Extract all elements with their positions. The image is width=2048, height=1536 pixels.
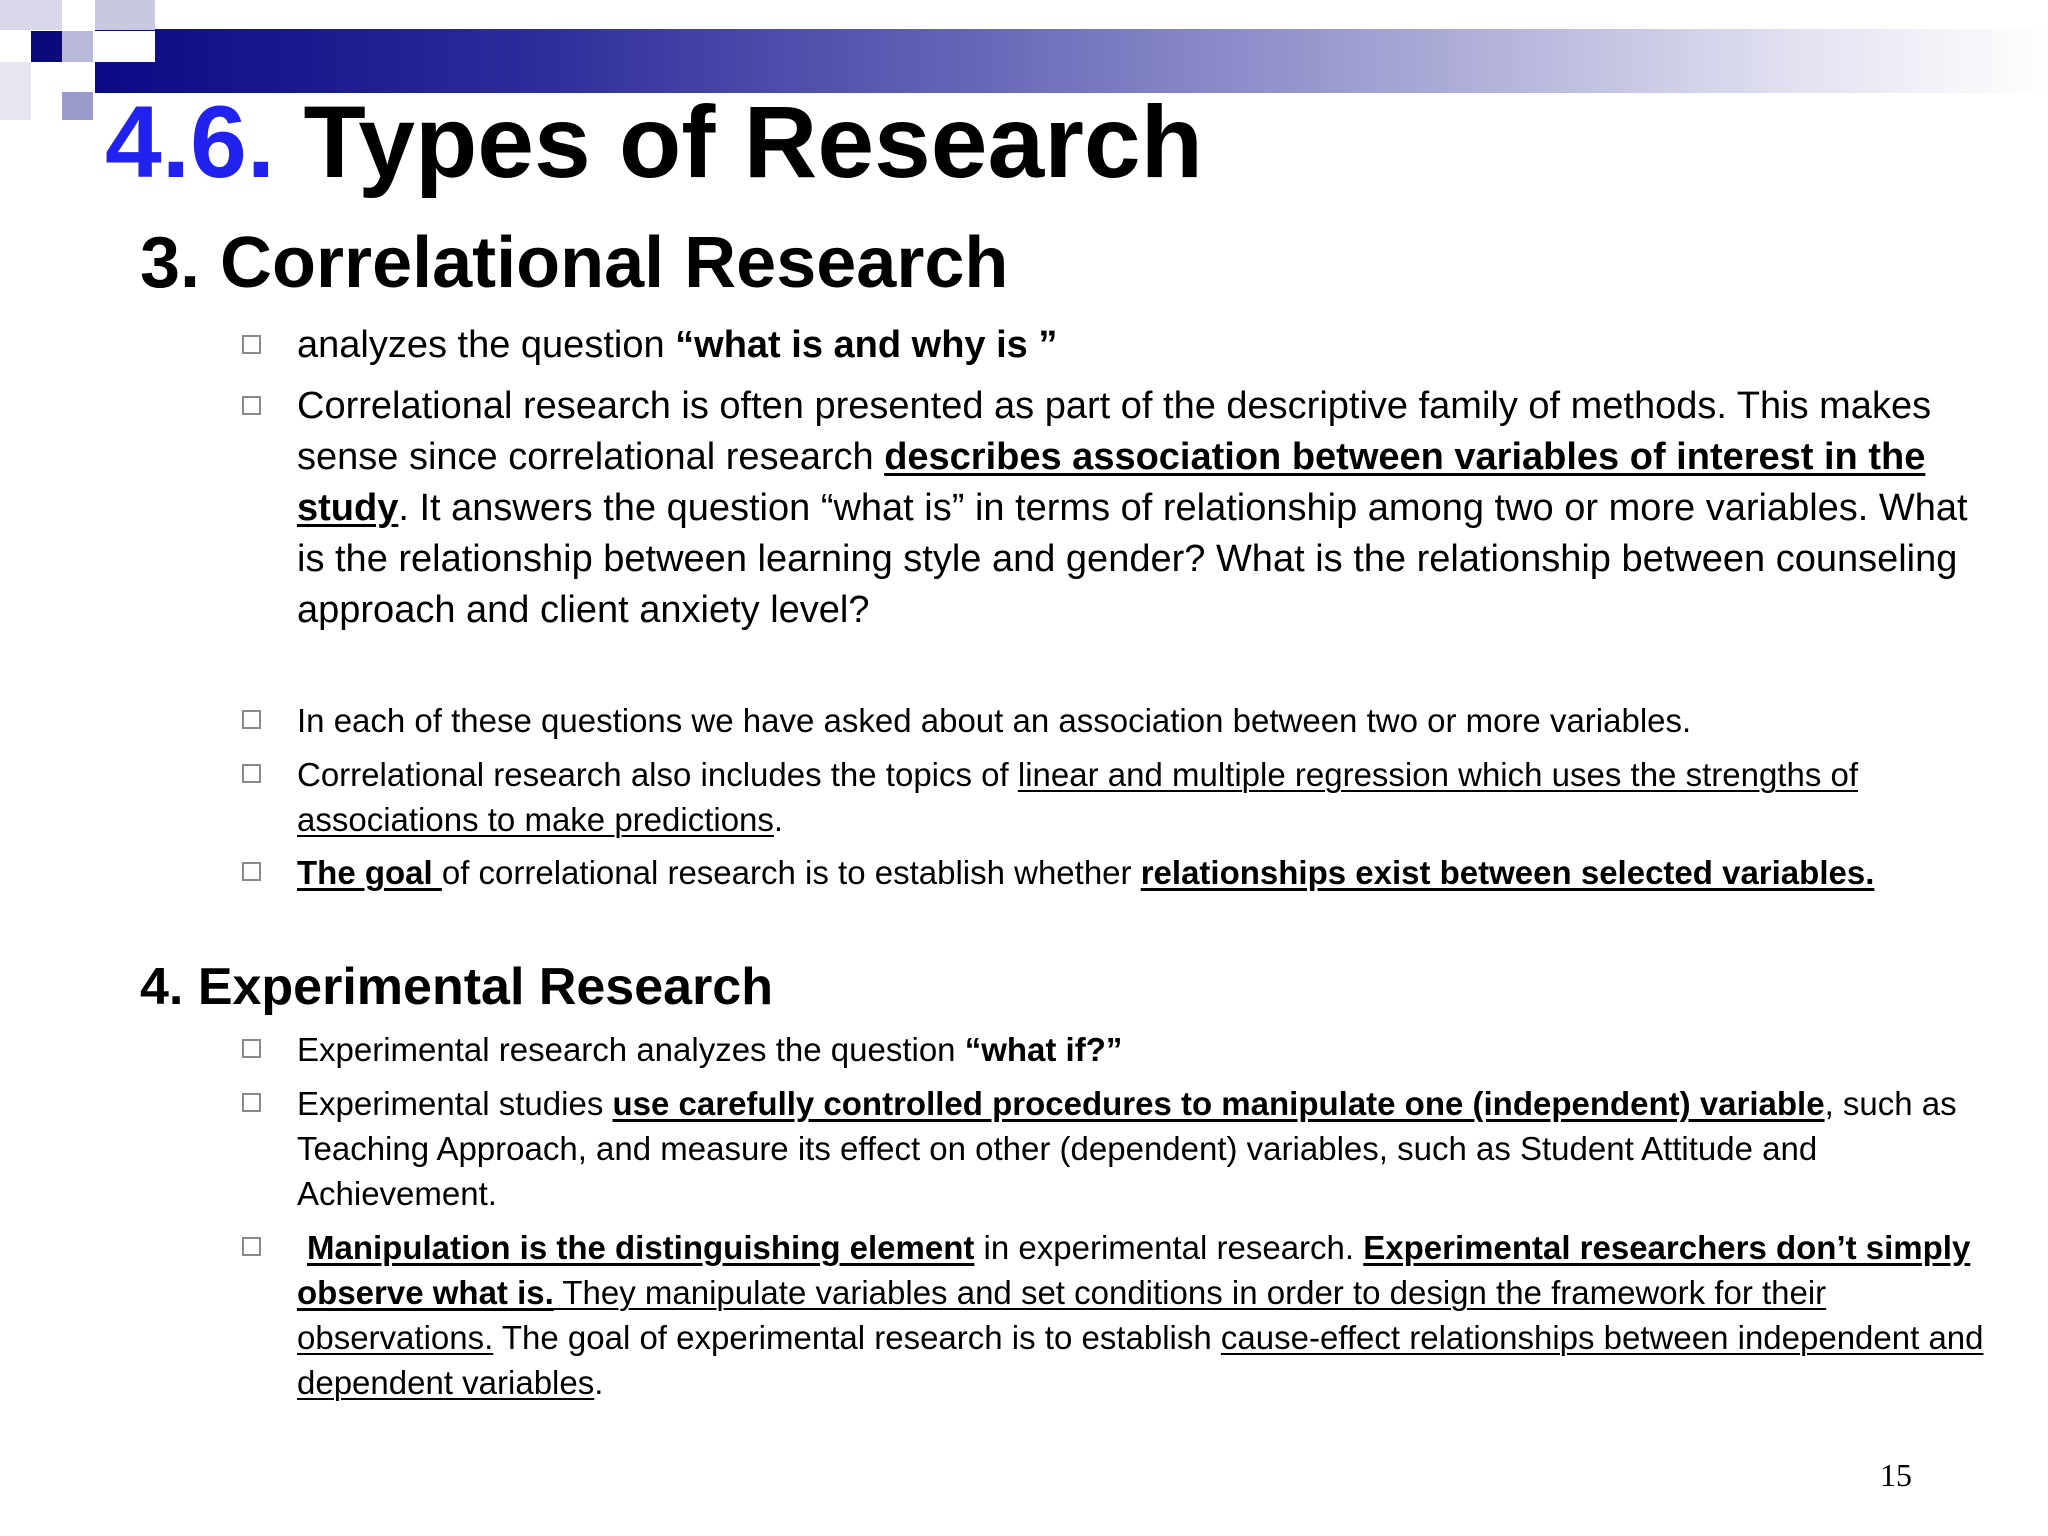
section-heading-experimental: 4. Experimental Research (140, 958, 773, 1016)
slide-title (105, 82, 1203, 202)
bullet-association-note (297, 698, 1987, 743)
bullet-text: Experimental studies (297, 1085, 613, 1122)
bullet-box-icon (242, 710, 261, 729)
bullet-emphasis: Experimental researchers don’t simply observe what is. (297, 1229, 1971, 1311)
bullet-experimental-question (297, 1027, 1987, 1072)
decorative-square (0, 0, 62, 30)
bullet-emphasis: Manipulation is the distinguishing element (307, 1229, 975, 1266)
bullet-box-icon (242, 1039, 261, 1058)
decorative-square (93, 31, 155, 62)
decorative-square (0, 62, 31, 120)
bullet-box-icon (242, 1093, 261, 1112)
bullet-correlational-goal (297, 850, 1987, 895)
bullet-text: Correlational research also includes the topics of (297, 756, 1018, 793)
bullet-emphasis: “what if?” (964, 1031, 1123, 1068)
section-heading-correlational: 3. Correlational Research (140, 223, 1009, 303)
decorative-square (95, 0, 155, 30)
bullet-correlational-question (297, 320, 1987, 371)
decorative-square (62, 31, 93, 62)
bullet-text: , such as Teaching Approach, and measure its effect on other (dependent) variables, such as Student Attitude and Achievement. (297, 1085, 1957, 1212)
bullet-manipulation (297, 1225, 1987, 1405)
bullet-text: Experimental research analyzes the question (297, 1031, 965, 1068)
bullet-text: In each of these questions we have asked about an association between two or more variables. (297, 702, 1692, 739)
bullet-text: . (773, 801, 784, 838)
bullet-box-icon (242, 862, 261, 881)
bullet-text: of correlational research is to establish whether (441, 854, 1141, 891)
bullet-regression (297, 752, 1987, 842)
bullet-text: . It answers the question “what is” in terms of relationship among two or more variables. What is the relationship between learning style and gender? What is the relationship between counseling approach and client anxiety level? (297, 487, 1968, 631)
bullet-underlined-text: cause-effect relationships between independent and dependent variables (297, 1319, 1984, 1401)
bullet-text: Correlational research is often presented as part of the descriptive family of methods. This makes sense since correlational research (297, 385, 1932, 478)
bullet-emphasis: The goal (297, 854, 442, 891)
bullet-underlined-text: They manipulate variables and set conditions in order to design the framework for their observations. (297, 1274, 1827, 1356)
bullet-text: . (594, 1364, 604, 1401)
decorative-square (62, 92, 93, 120)
bullet-text: The goal of experimental research is to establish (493, 1319, 1221, 1356)
title-text: Types of Research (303, 85, 1203, 199)
bullet-emphasis: “what is and why is ” (675, 324, 1058, 366)
bullet-emphasis: use carefully controlled procedures to manipulate one (independent) variable (612, 1085, 1825, 1122)
bullet-box-icon (242, 764, 261, 783)
bullet-underlined-text: linear and multiple regression which uses the strengths of associations to make predictions (297, 756, 1859, 838)
bullet-box-icon (242, 396, 261, 415)
bullet-text: analyzes the question (297, 324, 676, 366)
title-number: 4.6. (105, 85, 276, 199)
bullet-box-icon (242, 335, 261, 354)
bullet-experimental-studies (297, 1081, 1987, 1216)
bullet-emphasis: describes association between variables of interest in the study (297, 436, 1926, 529)
page-number: 15 (1880, 1457, 1912, 1493)
bullet-emphasis: relationships exist between selected variables. (1140, 854, 1875, 891)
bullet-text: in experimental research. (974, 1229, 1364, 1266)
bullet-correlational-description (297, 381, 1987, 636)
bullet-box-icon (242, 1237, 261, 1256)
decorative-square (31, 31, 62, 62)
